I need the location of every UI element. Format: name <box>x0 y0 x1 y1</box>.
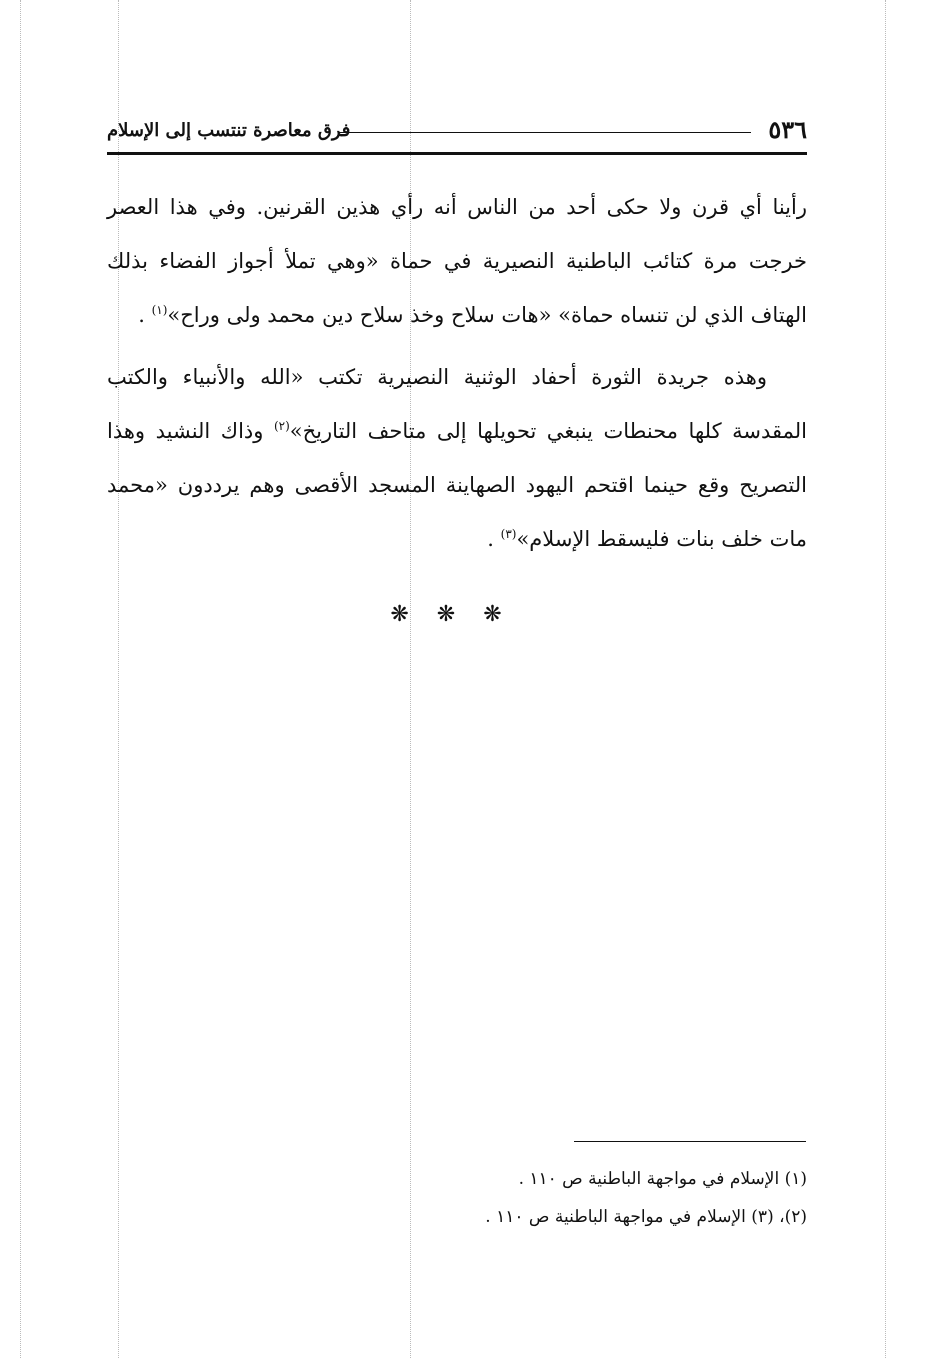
main-text <box>107 180 807 566</box>
paragraph-text: وهذه جريدة الثورة أحفاد الوثنية النصيرية تكتب «الله والأنبياء والكتب المقدسة كلها محنطات ينبغي تحويلها إلى متاحف التاريخ» <box>107 365 807 443</box>
running-title: فرق معاصرة تنتسب إلى الإسلام <box>107 120 351 141</box>
footnote: (١) الإسلام في مواجهة الباطنية ص ١١٠ . <box>518 1169 807 1189</box>
paragraph <box>107 180 807 342</box>
page-number: ٥٣٦ <box>768 115 807 144</box>
page-header <box>107 116 807 156</box>
footnote-ref[interactable]: (٢) <box>273 419 290 433</box>
footnote-ref[interactable]: (١) <box>151 303 168 317</box>
paragraph-text: رأينا أي قرن ولا حكى أحد من الناس أنه رأي هذين القرنين. وفي هذا العصر خرجت مرة كتائب الباطنية النصيرية في حماة «وهي تملأ أجواز الفضاء بذلك الهتاف الذي لن تنساه حماة» «هات سلاح وخذ سلاح دين محمد ولى وراح» <box>107 195 807 327</box>
section-separator: ❋❋❋ <box>390 602 530 627</box>
paragraph-text: وذاك النشيد وهذا التصريح وقع حينما اقتحم اليهود الصهاينة المسجد الأقصى وهم يرددون «محمد مات خلف بنات فليسقط الإسلام» <box>107 419 807 551</box>
footnote: (٢)، (٣) الإسلام في مواجهة الباطنية ص ١١٠ . <box>485 1207 807 1227</box>
scan-dot-line <box>20 0 21 1358</box>
header-rule <box>107 152 807 155</box>
paragraph-end: . <box>138 303 152 327</box>
header-thin-rule <box>339 132 751 133</box>
footnote-rule <box>574 1141 806 1142</box>
footnotes <box>107 1160 807 1236</box>
paragraph <box>107 350 807 566</box>
paragraph-end: . <box>487 527 501 551</box>
scan-dot-line <box>885 0 886 1358</box>
footnote-ref[interactable]: (٣) <box>500 527 517 541</box>
